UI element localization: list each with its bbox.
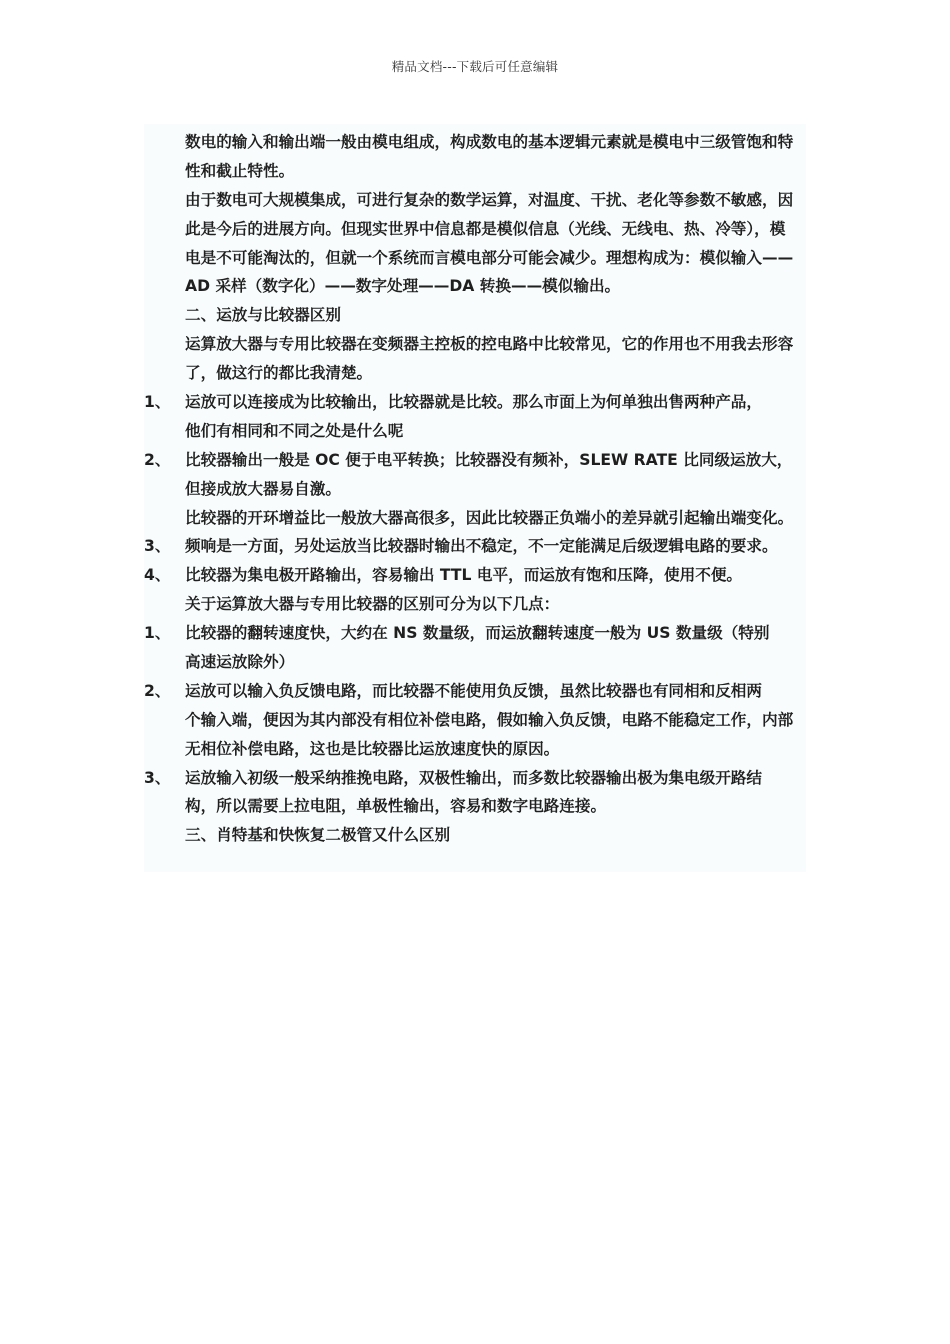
line-text: AD 采样（数字化）——数字处理——DA 转换——模似输出。 xyxy=(185,277,621,296)
line-text: 数电的输入和输出端一般由模电组成，构成数电的基本逻辑元素就是模电中三级管饱和特 xyxy=(185,133,794,151)
list-item xyxy=(144,388,806,417)
line-text: 比较器为集电极开路输出，容易输出 TTL 电平，而运放有饱和压降，使用不便。 xyxy=(185,566,743,585)
line-text: 比较器的翻转速度快，大约在 NS 数量级，而运放翻转速度一般为 US 数量级（特别 xyxy=(185,624,770,643)
text-line xyxy=(144,475,806,504)
line-text: 但接成放大器易自激。 xyxy=(185,479,341,498)
line-number: 3、 xyxy=(144,768,171,787)
line-text: 他们有相同和不同之处是什么呢 xyxy=(185,421,404,440)
document-text xyxy=(144,124,806,850)
line-number: 1、 xyxy=(144,624,171,643)
line-number: 1、 xyxy=(144,393,171,412)
list-item xyxy=(144,561,806,590)
section-heading xyxy=(144,821,806,850)
line-text: 三、肖特基和快恢复二极管又什么区别 xyxy=(185,826,451,845)
text-line xyxy=(144,504,806,533)
list-item xyxy=(144,532,806,561)
line-text: 关于运算放大器与专用比较器的区别可分为以下几点： xyxy=(185,595,560,614)
text-line xyxy=(144,215,806,244)
text-line xyxy=(144,244,806,273)
page-header: 精品文档---下载后可任意编辑 xyxy=(391,59,559,74)
line-text: 高速运放除外） xyxy=(185,653,295,672)
line-text: 频响是一方面，另处运放当比较器时输出不稳定，不一定能满足后级逻辑电路的要求。 xyxy=(185,537,778,556)
text-line xyxy=(144,157,806,186)
text-line xyxy=(144,417,806,446)
line-text: 个输入端，便因为其内部没有相位补偿电路，假如输入负反馈，电路不能稳定工作，内部 xyxy=(185,710,794,729)
line-text: 二、运放与比较器区别 xyxy=(185,306,341,325)
text-line xyxy=(144,706,806,735)
line-text: 运放可以输入负反馈电路，而比较器不能使用负反馈，虽然比较器也有同相和反相两 xyxy=(185,681,762,700)
list-item xyxy=(144,677,806,706)
line-text: 由于数电可大规模集成，可进行复杂的数学运算，对温度、干扰、老化等参数不敏感，因 xyxy=(185,190,794,209)
line-text: 运放输入初级一般采纳推挽电路，双极性输出，而多数比较器输出极为集电级开路结 xyxy=(185,768,762,787)
line-number: 4、 xyxy=(144,566,171,585)
document-body xyxy=(144,124,806,872)
line-text: 构，所以需要上拉电阻，单极性输出，容易和数字电路连接。 xyxy=(185,797,607,816)
list-item xyxy=(144,764,806,793)
line-text: 比较器输出一般是 OC 便于电平转换；比较器没有频补，SLEW RATE 比同级运放大， xyxy=(185,450,793,469)
list-item xyxy=(144,446,806,475)
text-line xyxy=(144,792,806,821)
text-line xyxy=(144,735,806,764)
text-line xyxy=(144,186,806,215)
line-number: 3、 xyxy=(144,537,171,556)
line-text: 此是今后的进展方向。但现实世界中信息都是模似信息（光线、无线电、热、冷等），模 xyxy=(185,219,786,238)
line-number: 2、 xyxy=(144,681,171,700)
line-text: 比较器的开环增益比一般放大器高很多，因此比较器正负端小的差异就引起输出端变化。 xyxy=(185,508,794,527)
line-text: 性和截止特性。 xyxy=(185,161,295,180)
line-text: 运算放大器与专用比较器在变频器主控板的控电路中比较常见，它的作用也不用我去形容 xyxy=(185,335,794,354)
text-line xyxy=(144,272,806,301)
line-text: 电是不可能淘汰的，但就一个系统而言模电部分可能会减少。理想构成为：模似输入—— xyxy=(185,248,794,267)
text-line xyxy=(144,648,806,677)
line-number: 2、 xyxy=(144,450,171,469)
line-text: 运放可以连接成为比较输出，比较器就是比较。那么市面上为何单独出售两种产品， xyxy=(185,393,762,412)
section-heading xyxy=(144,301,806,330)
text-line xyxy=(144,590,806,619)
text-line xyxy=(144,359,806,388)
text-line xyxy=(144,330,806,359)
text-line xyxy=(144,128,806,157)
list-item xyxy=(144,619,806,648)
line-text: 无相位补偿电路，这也是比较器比运放速度快的原因。 xyxy=(185,739,560,758)
line-text: 了，做这行的都比我清楚。 xyxy=(185,364,373,383)
